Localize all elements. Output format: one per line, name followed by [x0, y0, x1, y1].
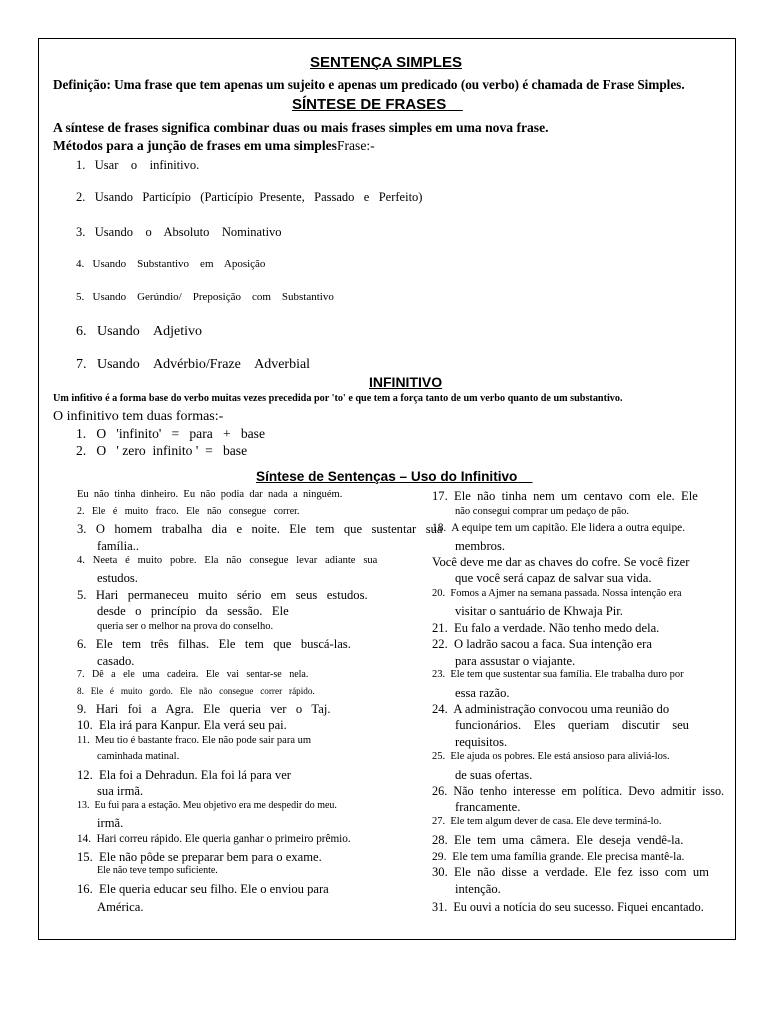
exercise-item: 13. Eu fui para a estação. Meu objetivo era me despedir do meu.: [77, 800, 337, 811]
exercise-item: requisitos.: [455, 735, 508, 749]
exercise-item: 27. Ele tem algum dever de casa. Ele deve terminá-lo.: [432, 816, 662, 827]
method-item: 2. Usando Particípio (Particípio Presente, Passado e Perfeito): [76, 190, 423, 204]
exercise-item: casado.: [97, 654, 135, 668]
infinitive-form: 2. O ' zero infinito ' = base: [76, 443, 248, 458]
exercise-item: 11. Meu tio é bastante fraco. Ele não pode sair para um: [77, 735, 312, 746]
method-item: 4. Usando Substantivo em Aposição: [76, 258, 266, 270]
exercise-item: 14. Hari correu rápido. Ele queria ganhar o primeiro prêmio.: [77, 833, 351, 845]
heading-synthesis-infinitive: Síntese de Sentenças – Uso do Infinitivo: [256, 469, 518, 484]
exercise-item: estudos.: [97, 571, 138, 585]
infinitive-form: 1. O 'infinito' = para + base: [76, 426, 265, 441]
method-item: 3. Usando o Absoluto Nominativo: [76, 225, 282, 239]
heading-synthesis: SÍNTESE DE FRASES: [292, 96, 447, 113]
exercise-item: 18. A equipe tem um capitão. Ele lidera a outra equipe.: [432, 522, 686, 534]
exercise-item: 9. Hari foi a Agra. Ele queria ver o Taj.: [77, 702, 331, 716]
method-item: 5. Usando Gerúndio/ Preposição com Substantivo: [76, 291, 334, 303]
method-item: 6. Usando Adjetivo: [76, 324, 202, 339]
exercise-item: visitar o santuário de Khwaja Pir.: [455, 604, 623, 618]
exercise-item: caminhada matinal.: [97, 751, 180, 762]
exercise-item: intenção.: [455, 882, 501, 896]
methods-intro: [53, 139, 375, 153]
exercise-item: 4. Neeta é muito pobre. Ela não consegue levar adiante sua: [77, 555, 378, 566]
heading-infinitive: INFINITIVO: [369, 374, 443, 390]
exercise-item: desde o princípio da sessão. Ele: [97, 604, 289, 618]
exercise-item: 30. Ele não disse a verdade. Ele fez isso com um: [432, 865, 709, 879]
exercise-item: 6. Ele tem três filhas. Ele tem que buscá-las.: [77, 637, 351, 651]
exercise-item: não consegui comprar um pedaço de pão.: [455, 506, 630, 517]
exercise-item: irmã.: [97, 816, 124, 830]
exercise-item: família..: [97, 539, 139, 553]
heading-simple-sentence: SENTENÇA SIMPLES: [310, 54, 462, 71]
exercise-item: 21. Eu falo a verdade. Não tenho medo dela.: [432, 621, 660, 635]
method-item: 1. Usar o infinitivo.: [76, 158, 200, 172]
exercise-item: 8. Ele é muito gordo. Ele não consegue correr rápido.: [77, 686, 315, 696]
exercise-item: francamente.: [455, 800, 521, 814]
exercise-item: Ele não teve tempo suficiente.: [97, 865, 218, 876]
exercise-item: membros.: [455, 539, 506, 553]
synthesis-intro: A síntese de frases significa combinar duas ou mais frases simples em uma nova frase.: [53, 120, 549, 135]
exercise-item: 12. Ela foi a Dehradun. Ela foi lá para ver: [77, 768, 292, 782]
exercise-item: funcionários. Eles queriam discutir seu: [455, 718, 689, 732]
exercise-item: 10. Ela irá para Kanpur. Ela verá seu pai.: [77, 718, 287, 732]
exercise-item: 5. Hari permaneceu muito sério em seus estudos.: [77, 588, 368, 602]
method-item: 7. Usando Advérbio/Fraze Adverbial: [76, 357, 311, 372]
exercise-item: 28. Ele tem uma câmera. Ele deseja vendê-la.: [432, 833, 684, 847]
exercise-item: 26. Não tenho interesse em política. Devo admitir isso.: [432, 784, 725, 798]
definition-text: Definição: Uma frase que tem apenas um sujeito e apenas um predicado (ou verbo) é chamada de Frase Simples.: [53, 77, 685, 92]
exercise-item: Você deve me dar as chaves do cofre. Se você fizer: [432, 555, 690, 569]
infinitive-definition: Um infitivo é a forma base do verbo muitas vezes precedida por 'to' e que tem a força tanto de um verbo quanto de um substantivo.: [53, 393, 623, 404]
exercise-item: 17. Ele não tinha nem um centavo com ele. Ele: [432, 489, 698, 503]
exercise-item: 3. O homem trabalha dia e noite. Ele tem que sustentar sua: [77, 522, 443, 536]
infinitive-forms-intro: O infinitivo tem duas formas:-: [53, 409, 224, 424]
exercise-item: 23. Ele tem que sustentar sua família. Ele trabalha duro por: [432, 669, 684, 680]
exercise-item: 20. Fomos a Ajmer na semana passada. Nossa intenção era: [432, 588, 682, 599]
exercise-item: 15. Ele não pôde se preparar bem para o exame.: [77, 850, 322, 864]
exercise-item: sua irmã.: [97, 784, 144, 798]
exercise-item: de suas ofertas.: [455, 768, 533, 782]
exercise-item: Eu não tinha dinheiro. Eu não podia dar nada a ninguém.: [77, 489, 343, 500]
exercise-item: 7. Dê a ele uma cadeira. Ele vai sentar-se nela.: [77, 669, 309, 680]
exercise-item: 22. O ladrão sacou a faca. Sua intenção era: [432, 637, 652, 651]
exercise-item: 31. Eu ouvi a notícia do seu sucesso. Fiquei encantado.: [432, 900, 704, 914]
exercise-item: 29. Ele tem uma família grande. Ele precisa mantê-la.: [432, 850, 685, 863]
methods-intro-tail: Frase:-: [336, 138, 375, 153]
exercise-item: América.: [97, 900, 144, 914]
exercise-item: 25. Ele ajuda os pobres. Ele está ansioso para aliviá-los.: [432, 751, 670, 762]
exercise-item: 2. Ele é muito fraco. Ele não consegue correr.: [77, 506, 300, 517]
exercise-item: que você será capaz de salvar sua vida.: [455, 571, 652, 585]
exercise-item: 16. Ele queria educar seu filho. Ele o enviou para: [77, 882, 329, 896]
exercise-item: essa razão.: [455, 686, 510, 700]
exercise-item: para assustar o viajante.: [455, 654, 576, 668]
methods-intro-bold: Métodos para a junção de frases em uma simples: [53, 138, 337, 153]
exercise-item: queria ser o melhor na prova do conselho.: [97, 621, 274, 632]
exercise-item: 24. A administração convocou uma reunião do: [432, 702, 670, 716]
